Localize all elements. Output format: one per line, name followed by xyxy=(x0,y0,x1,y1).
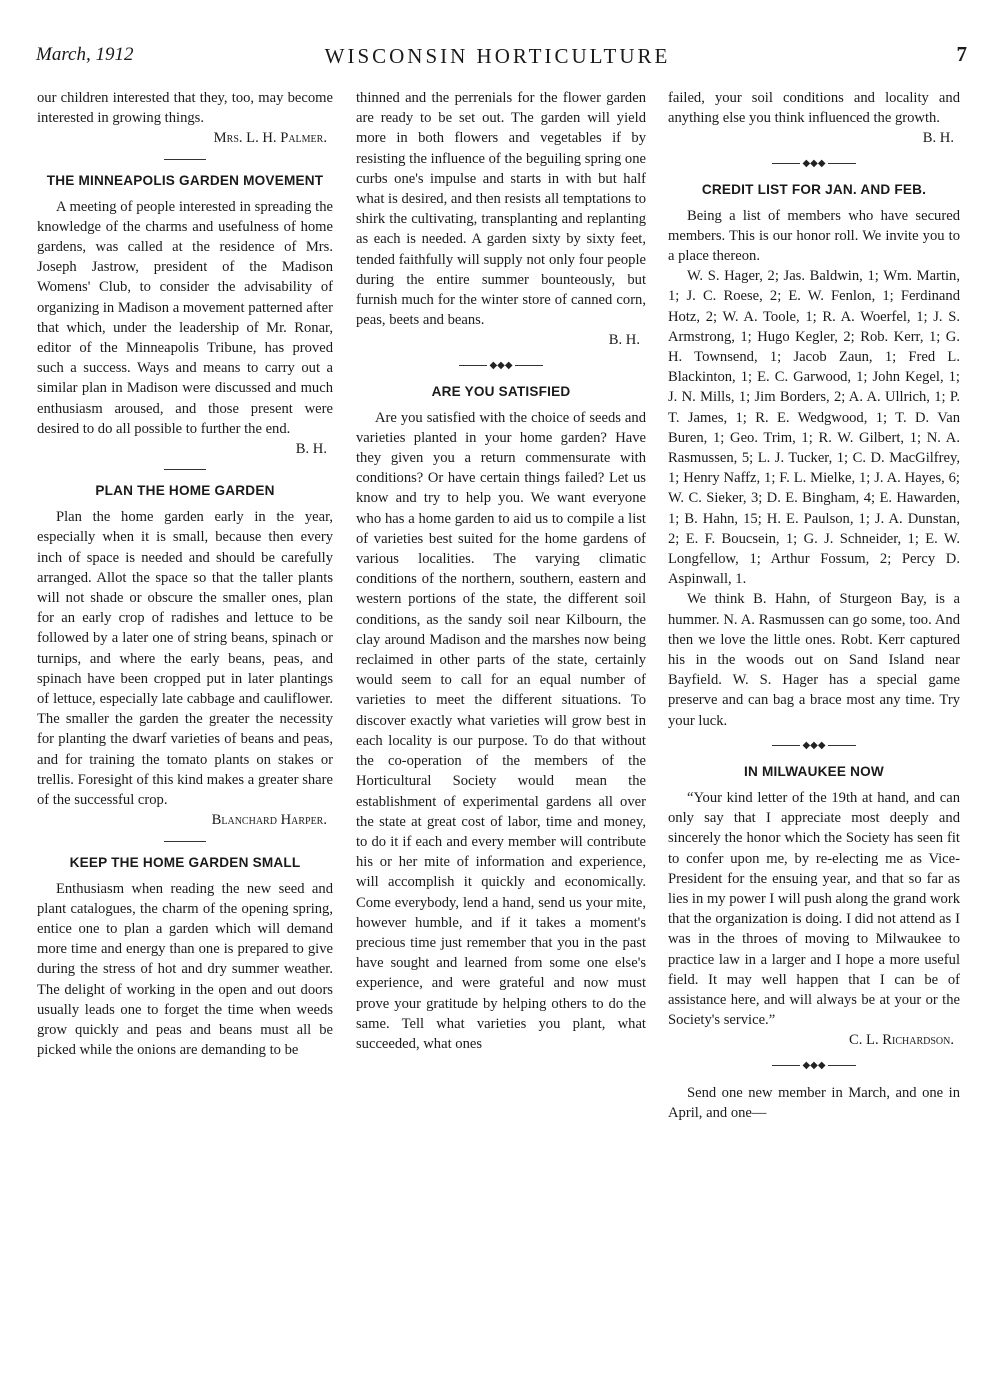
ornament-divider: ◆◆◆ xyxy=(668,1061,960,1071)
credit-list: W. S. Hager, 2; Jas. Baldwin, 1; Wm. Martin, 1; J. C. Roese, 2; E. W. Fenlon, 1; Ferdinand Hotz, 2; W. A. Toole, 1; R. A. Woerfel, 1; J. S. Armstrong, 1; Hugo Kegler, 2; Rob. Kerr, 1; G. H. Townsend, 1; Jacob Zaun, 1; Fred L. Blackinton, 1; E. C. Garwood, 1; John Kegel, 1; J. N. Mills, 1; Jim Borders, 2; A. A. Ullrich, 1; P. T. James, 1; R. E. Wedgwood, 1; T. D. Van Buren, 1; Geo. Trim, 1; R. W. Gilbert, 1; N. A. Rasmussen, 5; L. J. Tucker, 1; C. D. MacGilfrey, 1; Henry Naffz, 1; F. L. Mielke, 1; J. A. Hayes, 6; W. C. Sieker, 3; D. E. Bingham, 4; E. Hawarden, 1; B. Hahn, 15; H. E. Paulson, 1; J. A. Dunstan, 2; E. F. Boucsein, 1; G. J. Schneider, 1; E. W. Longfellow, 1; Arthur Fossum, 2; Percy D. Aspinwall, 1. xyxy=(668,268,960,588)
section-divider xyxy=(164,159,206,160)
issue-date: March, 1912 xyxy=(36,44,134,65)
section-divider xyxy=(164,469,206,470)
closing-text: Send one new member in March, and one in April, and one— xyxy=(668,1084,960,1121)
page-header xyxy=(28,40,967,80)
small-garden-body: Enthusiasm when reading the new seed and plant catalogues, the charm of the opening spring, entice one to plan a garden which will demand more time and energy than one is prepared to give during the stress of hot and dry summer weather. The delight of working in the open and out doors usually leads one to forget the time when weeds grow quickly and peas and beans must all be picked while the onions are demanding to be xyxy=(37,880,333,1059)
milwaukee-signature: C. L. Richardson. xyxy=(849,1032,954,1049)
opening-text: our children interested that they, too, may become interested in growing things. xyxy=(37,90,333,127)
credit-comment: We think B. Hahn, of Sturgeon Bay, is a hummer. N. A. Rasmussen can go some, too. And then we love the little ones. Robt. Kerr captured his in the woods out on Sand Island near Bayfield. W. S. Hager has a special game preserve and can bag a brace most any time. Try your luck. xyxy=(668,591,960,729)
plan-body: Plan the home garden early in the year, especially when it is small, because then every inch of space is needed and should be carefully arranged. Allot the space so that the taller plants will not shade or obscure the smaller ones, plan for an early crop of radishes and lettuce to be followed by a later one of string beans, spinach or turnips, and where the early beans, peas, and spinach have been cropped put in later plantings of lettuce, especially late cabbage and cauliflower. The smaller the garden the greater the necessity for planting the dwarf varieties of beans and peas, and for training the tomato plants on stakes or trellis. Foresight of this kind makes a greater share of the successful crop. xyxy=(37,509,333,809)
publication-title: WISCONSIN HORTICULTURE xyxy=(324,44,671,68)
continued-body: failed, your soil conditions and locality and anything else you think influenced the growth. xyxy=(668,90,960,127)
minneapolis-body: A meeting of people interested in spreading the knowledge of the charms and usefulness of home gardens, was called at the residence of Mrs. Joseph Jastrow, president of the Madison Womens' Club, to consider the advisability of organizing in Madison a movement patterned after that which, under the leadership of Mr. Ronar, editor of the Minneapolis Tribune, has proved such a success. Ways and means to carry out a similar plan in Madison were discussed and much enthusiasm aroused, and those present were desired to do all possible to further the end. xyxy=(37,198,333,437)
section-divider xyxy=(164,841,206,842)
plan-signature: Blanchard Harper. xyxy=(211,812,327,829)
milwaukee-heading: IN MILWAUKEE NOW xyxy=(744,763,884,779)
plan-heading: PLAN THE HOME GARDEN xyxy=(95,483,275,499)
ornament-divider: ◆◆◆ xyxy=(668,159,960,169)
opening-signature: Mrs. L. H. Palmer. xyxy=(213,130,327,147)
page-number: 7 xyxy=(956,42,967,66)
milwaukee-body: “Your kind letter of the 19th at hand, and can only say that I appreciate most deeply and sincerely the honor which the Society has seen fit to confer upon me, by re-electing me as Vice-President for the ensuing year, and that so far as lies in my power I will push along the grand work that the organization is doing. I did not attend as I was in the throes of moving to Milwaukee to practice law in a larger and I hope a more useful field. It may well happen that I can be of assistance here, and will always be at your or the Society's service.” xyxy=(668,789,960,1029)
column-3 xyxy=(668,88,960,1123)
credit-list-heading: CREDIT LIST FOR JAN. AND FEB. xyxy=(701,181,927,197)
continued-signature: B. H. xyxy=(608,332,640,349)
column-2 xyxy=(356,88,646,1054)
ornament-divider: ◆◆◆ xyxy=(356,361,646,371)
ornament-divider: ◆◆◆ xyxy=(668,741,960,751)
minneapolis-signature: B. H. xyxy=(295,441,327,458)
minneapolis-heading: THE MINNEAPOLIS GARDEN MOVEMENT xyxy=(46,172,324,188)
column-1 xyxy=(37,88,333,1060)
continued-body: thinned and the perrenials for the flower garden are ready to be set out. The garden will yield more in both flowers and vegetables if by resisting the influence of the beguiling spring one curbs one's impulse and starts in with but half what is desired, and then resists all temptations to shirk the cultivating, transplanting and replanting as each is needed. A garden sixty by sixty feet, tended faithfully will supply not only four people during the entire summer bounteously, but furnish much for the winter store of canned corn, peas, beets and beans. xyxy=(356,90,646,329)
satisfied-heading: ARE YOU SATISFIED xyxy=(431,383,571,399)
satisfied-body: Are you satisfied with the choice of seeds and varieties planted in your home garden? Have they given you a return commensurate with conditions? Or have certain things failed? Let us know and try to help you. We want everyone who has a home garden to aid us to compile a list of varieties best suited for the home gardens of various localities. The varying climatic conditions of the northern, southern, eastern and western portions of the state, the different soil conditions, as the sandy soil near Kilbourn, the clay around Madison and the marshes now being reclaimed in other parts of the state, certainly would seem to call for an equal number of varieties to meet the different situations. To discover exactly what varieties will grow best in each locality is our purpose. To do that without the co-operation of the members of the Horticultural Society would mean the establishment of experimental gardens all over the state at great cost of labor, time and money, to do it if each and every member will contribute his or her mite of information and experience, will accomplish it quickly and economically. Come everybody, lend a hand, send us your mite, however humble, and if it takes a moment's precious time just remember that you in the past have sought and learned from some one else's experience, and were grateful and now must prove your gratitude by helping others to do the same. Tell what varieties you plant, what succeeded, what ones xyxy=(356,409,646,1052)
continued-signature: B. H. xyxy=(922,130,954,147)
small-garden-heading: KEEP THE HOME GARDEN SMALL xyxy=(69,854,301,870)
credit-intro: Being a list of members who have secured members. This is our honor roll. We invite you to a place thereon. xyxy=(668,207,960,265)
